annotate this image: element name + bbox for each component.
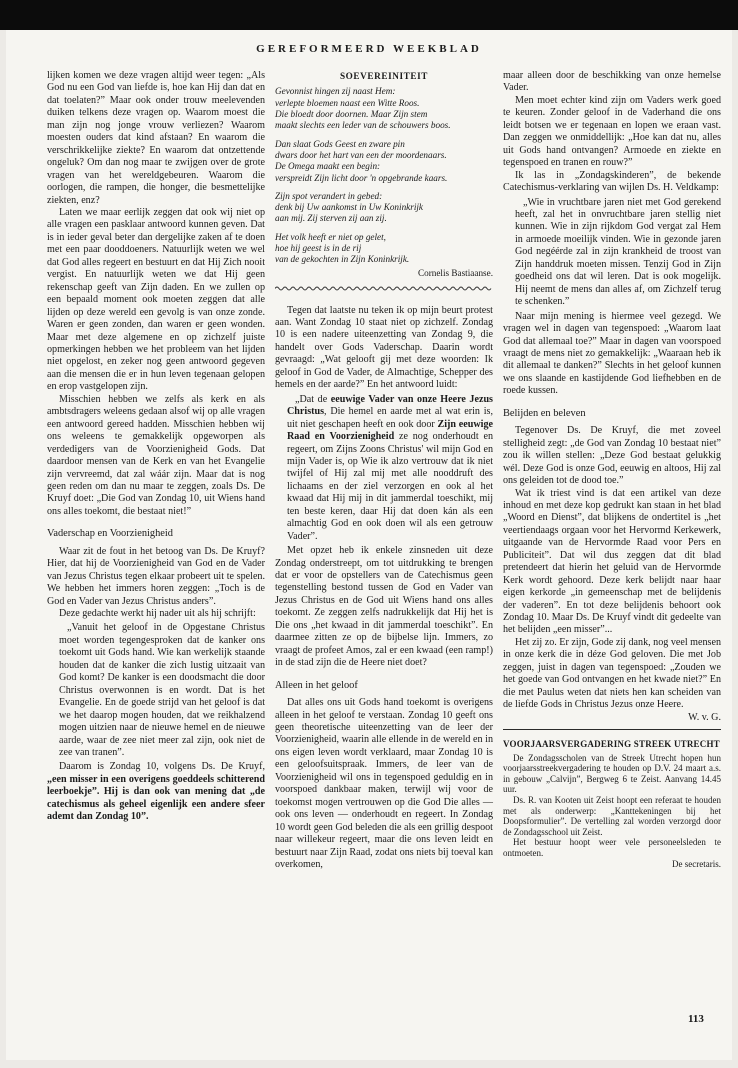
notice-signature: De secretaris. bbox=[672, 858, 721, 869]
top-black-band bbox=[0, 0, 738, 30]
poem-line: aan mij. Zij sterven zij aan zij. bbox=[275, 213, 387, 224]
col3-paragraph: Ik las in „Zondagskinderen”, de bekende Catechismus-verklaring van wijlen Ds. H. Veldkamp: bbox=[503, 169, 721, 194]
notice-paragraph: Ds. R. van Kooten uit Zeist hoopt een referaat te houden met als onderwerp: „Kanttekeningen bij het Doopsformulier”. De vertelling zal worden verzorgd door de Zondagsschool uit Zeist. bbox=[503, 794, 721, 837]
poem-line: Dan slaat Gods Geest en zware pin bbox=[275, 138, 405, 149]
poem-stanza bbox=[275, 191, 493, 225]
poem-line: Het volk heeft er niet op gelet, bbox=[275, 231, 386, 242]
signature: W. v. G. bbox=[688, 711, 721, 723]
col2-paragraph: Met opzet heb ik enkele zinsneden uit deze Zondag onderstreept, om tot uitdrukking te brengen dat er voor de opstellers van de Catechismus geen tegenstelling bestond tussen de God en Vader van Jezus Christus en de God uit Wiens hand ons alles toekomt. Ze zeggen zelfs nadrukkelijk dat Hij het is Die ons „het kwaad in dit jammerdal toeschikt”. En daarmee zitten ze op de bijbelse lijn. Immers, zo vraagt de profeet Amos, zal er een kwaad (een ramp!) in de stad zijn die de Heere niet doet? bbox=[275, 545, 493, 669]
poem-line: verspreidt Zijn licht door 'n opgebrande kaars. bbox=[275, 172, 448, 183]
poem-line: denk bij Uw aankomst in Uw Koninkrijk bbox=[275, 202, 424, 213]
poem-stanza bbox=[275, 232, 493, 266]
col1-paragraph: Misschien hebben we zelfs als kerk en als ambtsdragers weleens gedaan alsof wij op alle vragen een antwoord gereed hadden. Misschien hebben wij ons weleens te gemakkelijk opgeworpen als verdedigers van de Voorzienigheid Gods. Dat daardoor mensen van de Kerk en van het Evangelie zijn vervreemd, dat zal wáár zijn. Maar dat is nog geen reden om dan nu maar te zeggen, zoals Ds. De Kruyf doet: „Die God van Zondag 10, uit Wiens hand ons alles toekomt, die bestaat niet!” bbox=[47, 393, 265, 517]
bold-text-run: eeuwige Vader van onze Heere Jezus Christus bbox=[287, 393, 493, 418]
column-1 bbox=[47, 70, 265, 824]
poem-box bbox=[275, 70, 493, 871]
block-quote: „Wie in vruchtbare jaren niet met God gerekend heeft, zal het in onvruchtbare jaren stellig niet kunnen. Wie in zijn rijkdom God vergat zal Hem in armoede moeilijk vinden. Wie in gezonde jaren God negéérde zal in zijn krankheid de troost van Zijn handdruk moeten missen. Tenzij God in Zijn goedheid ons dat wil leren. Dat is ook mogelijk. Hij neemt de mens dan alles af, om Zichzelf terug te schenken.” bbox=[515, 196, 721, 308]
poem-line: van de gekochten in Zijn Koninkrijk. bbox=[275, 254, 410, 265]
notice-title: VOORJAARSVERGADERING STREEK UTRECHT bbox=[503, 739, 720, 750]
poem-line: hoe hij geest is in de rij bbox=[275, 243, 362, 254]
col3-paragraph: maar alleen door de beschikking van onze hemelse Vader. bbox=[503, 70, 721, 94]
col3-paragraph: Men moet echter kind zijn om Vaders werk goed te keuren. Zonder geloof in de Vaderhand die ons leidt botsen we er tegenaan en lopen we eraan vast. Dan zeggen we onmiddellijk: „Hoe kan dat nu, alles uit Gods hand ontvangen? Armoede en ziekte en tegenspoed en tranen en rouw?” bbox=[503, 94, 721, 169]
poem-line: Die bloedt door doornen. Maar Zijn stem bbox=[275, 109, 428, 120]
col1-paragraph: Laten we maar eerlijk zeggen dat ook wij niet op alle vragen een pasklaar antwoord kunnen geven. Dat is in ieder geval beter dan dergelijke zaken af te doen met een paar dooddoeners. Natuurlijk weten we wel dat God alles regeert en bestuurt en dat Hij Zich nooit vergist. En natuurlijk weten we dat Hij geen rekenschap geeft van Zijn daden. En we zullen op een bepaald moment ook moeten zeggen dat alle lijden op deze wereld een gevolg is van onze zonde. Waren er geen zonden, dan waren er geen wonden. Maar met deze algemene en op zichzelf juiste opmerkingen hebben we het probleem van het lijden niet opgelost, en zeker nog geen antwoord gegeven aan die mensen die er in hun leven tegenaan gelopen en erop vastgelopen zijn. bbox=[47, 206, 265, 393]
poem-line: dwars door het hart van een der moordenaars. bbox=[275, 149, 447, 160]
text-run: ze nog onderhoudt en regeert, om Zijns Zoons Christus' wil mijn God en mijn Vader is, op Wie ik alzo vertrouw dat ik niet twijfel of Hij zal mij met alle nooddruft des lichaams en der ziel verzorgen en ook al het kwaad dat Hij mij in dit jammerdal toeschikt, mij ten beste keren, daar Hij dat doen kán als een almachtig God en ook doen wil als een getrouw Vader”. bbox=[287, 431, 493, 542]
col3-paragraph: Wat ik triest vind is dat een artikel van deze inhoud en met deze kop gedrukt kan staan in het blad „Woord en Dienst”, dat blijkens de ondertitel is „het veertiendaags orgaan voor het Hervormd Kerkewerk, uitgaande van de Hervormde Raad voor Pers en Publiciteit”. Dat wil dus zeggen dat dit blad pretendeert dat hierin het geluid van de Hervormde Kerk wordt gehoord. Deze kerk belijdt naar haar eigen kerkorde „in gemeenschap met de belijdenis der vaderen”. En tot deze belijdenis behoort ook Zondag 10. Maar Ds. De Kruyf vindt dit gedeelte van het belijden „een misser”... bbox=[503, 487, 721, 636]
col2-paragraph: Tegen dat laatste nu teken ik op mijn beurt protest aan. Want Zondag 10 staat niet op zichzelf. Zondag 10 is een nadere uiteenzetting van Zondag 9, die handelt over Gods Vaderschap. Daarin wordt gevraagd: „Wat gelooft gij met deze woorden: Ik geloof in God de Vader, de Almachtige, Schepper des hemels en der aarde?” En het antwoord luidt: bbox=[275, 304, 493, 391]
poem-line: verlepte bloemen naast een Witte Roos. bbox=[275, 97, 420, 108]
notice-rule bbox=[503, 729, 721, 730]
text-run: Daarom is Zondag 10, volgens Ds. De Kruyf, bbox=[59, 761, 265, 773]
col1-paragraph: lijken komen we deze vragen altijd weer tegen: „Als God nu een God van liefde is, hoe kan Hij dan dat en dat toelaten?” Maar ook onder trouw meelevenden duiken telkens deze vragen op. Waarom moest die man zijn nog jonge vrouw verliezen? Waarom moesten ouders dat kind afstaan? En waarom die verschrikkelijke ziekte? En waarom dat ontzettende ongeluk? Om dan nog maar te zwijgen over de grote vragen van het wereldgebeuren. Waarom die oorlogen, die rampen, die honger, die besmettelijke ziekten, enz? bbox=[47, 70, 265, 206]
col1-paragraph bbox=[47, 761, 265, 823]
block-quote: „Vanuit het geloof in de Opgestane Christus moet worden tegengesproken dat de kanker ons toekomt uit Gods hand. Wie kan werkelijk staande houden dat de kanker die zich lustig uitzaait van God komt? De kanker is een doodsmacht die door Christus overwonnen is en wordt. Dat is het Evangelie. En de goede strijd van het geloof is dat we het daarop mogen houden, dat we reikhalzend mogen uitzien naar de nieuwe hemel en de nieuwe aarde, waar de zee niet meer zal zijn, ook niet de zee van tranen”. bbox=[59, 622, 265, 759]
notice-paragraph: De Zondagsscholen van de Streek Utrecht hopen hun voorjaarsstreekvergadering te houden op D.V. 24 maart a.s. in gebouw „Calvijn”, Bergweg 6 te Zeist. Aanvang 14.45 uur. bbox=[503, 752, 721, 795]
column-3 bbox=[503, 70, 721, 869]
poem-line: Gevonnist hingen zij naast Hem: bbox=[275, 86, 396, 97]
col3-paragraph: Het zij zo. Er zijn, Gode zij dank, nog veel mensen in onze kerk die in déze God geloven. Die met Job zeggen, juist in dagen van tegenspoed: „Zouden we het goede van God ontvangen en het kwade niet?” En die met Paulus weten dat niets hen kan scheiden van de liefde Gods in Christus Jezus onze Heere. bbox=[503, 636, 722, 711]
poem-body bbox=[275, 86, 493, 265]
col3-paragraph: Naar mijn mening is hiermee veel gezegd. We vragen wel in dagen van tegenspoed: „Waarom laat God dat allemaal toe?” Maar in dagen van voorspoed vraagt de mens niet zo gemakkelijk: „Waaraan heb ik dit allemaal te danken?” Slechts in het geloof kunnen we ons slaande en kastijdende God liefhebben en de roede kussen. bbox=[503, 310, 721, 397]
notice-paragraph: Het bestuur hoopt weer vele personeelsleden te ontmoeten. bbox=[503, 837, 721, 858]
page-number: 113 bbox=[688, 1013, 704, 1025]
bold-text-run: „een misser in een overigens goeddeels schitterend leerboekje”. Hij is dan ook van mening dat „de catechismus als geheel eigenlijk een andere sfeer ademt dan Zondag 10”. bbox=[47, 773, 265, 823]
col1-paragraph: Deze gedachte werkt hij nader uit als hij schrijft: bbox=[59, 608, 256, 620]
block-quote bbox=[287, 394, 493, 543]
text-run: „Dat de bbox=[295, 393, 331, 405]
poem-stanza bbox=[275, 86, 493, 131]
col2-paragraph: Dat alles ons uit Gods hand toekomt is overigens alleen in het geloof te verstaan. Zondag 10 geeft ons geen theoretische uiteenzetting van de leer der Voorzienigheid, waarin alle ellende in de wereld en in ons eigen leven wordt verklaard, maar Zondag 10 is een geloofsuitspraak. Immers, de leer van de Voorzienigheid wil ons in tegenspoed geduldig en in voorspoed dankbaar maken, terwijl wij voor de toekomst mogen vertrouwen op die God Die alles — ook ons leven — onderhoudt en regeert. In Zondag 10 wordt geen God beleden die als een grillig despoot naar willekeur regeert, maar die ons leven leidt en bestuurt naar Zijn Raad, zodat ons niets bij toeval kan overkomen, bbox=[275, 697, 493, 870]
bold-text-run: Zijn eeuwige Raad en Voorzienigheid bbox=[287, 418, 493, 443]
col3-paragraph: Tegenover Ds. De Kruyf, die met zoveel stelligheid zegt: „de God van Zondag 10 bestaat niet” zou ik willen stellen: „Deze God bestaat gelukkig wél. Deze God is onze God, eeuwig en altoos, Hij zal ons geleiden tot de dood toe.” bbox=[503, 425, 721, 487]
poem-line: De Omega maakt een begin: bbox=[275, 161, 381, 172]
poem-line: maakt slechts een leder van de schouwers boos. bbox=[275, 120, 451, 131]
section-heading: Alleen in het geloof bbox=[275, 679, 358, 691]
section-heading: Vaderschap en Voorzienigheid bbox=[47, 528, 173, 540]
poem-stanza bbox=[275, 139, 493, 184]
section-heading: Belijden en beleven bbox=[503, 407, 586, 419]
text-run: , Die hemel en aarde met al wat erin is, uit niet geschapen heeft en ook door bbox=[287, 406, 493, 430]
wavy-divider bbox=[275, 285, 493, 292]
page-header: GEREFORMEERD WEEKBLAD bbox=[256, 43, 482, 55]
poem-author: Cornelis Bastiaanse. bbox=[417, 267, 493, 278]
col1-paragraph: Waar zit de fout in het betoog van Ds. De Kruyf? Hier, dat hij de Voorzienigheid van God en de Vader van Jezus Christus tegen elkaar probeert uit te spelen. We hebben het immers horen zeggen: „Toch is de God en Vader van Jezus Christus anders”. bbox=[47, 545, 265, 607]
poem-title: SOEVEREINITEIT bbox=[339, 71, 429, 81]
notice-body bbox=[503, 753, 721, 870]
poem-line: Zijn spot verandert in gebed: bbox=[275, 190, 383, 201]
